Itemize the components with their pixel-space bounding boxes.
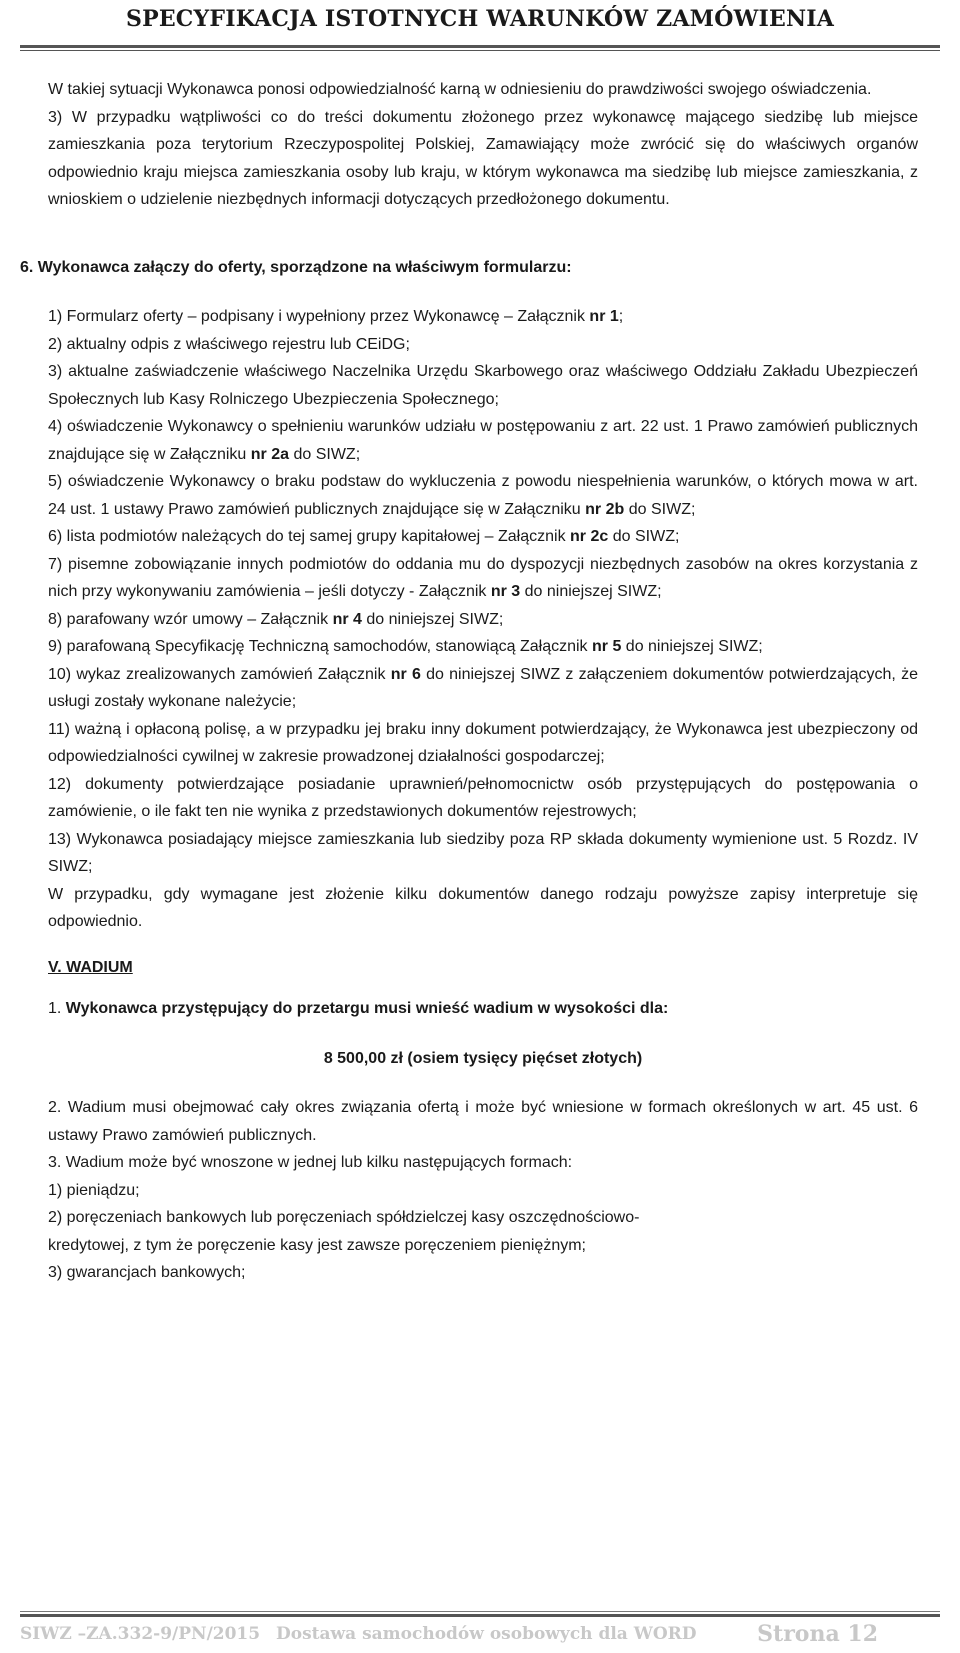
section-6-item-text: 6) lista podmiotów należących do tej samej grupy kapitałowej – Załącznik [48,528,571,545]
section-6-item-suffix: do niniejszej SIWZ; [520,583,662,600]
wadium-point-2: 2. Wadium musi obejmować cały okres związania ofertą i może być wniesione w formach określonych w art. 45 ust. 6 ustawy Prawo zamówień publicznych. [48,1099,918,1144]
section-6-item-text: 1) Formularz oferty – podpisany i wypełniony przez Wykonawcę – Załącznik [48,308,590,325]
section-6-item [48,716,918,771]
section-6-item-attachment-ref: nr 3 [490,583,521,600]
section-6-item-attachment-ref: nr 4 [332,610,362,628]
intro-paragraph-1: W takiej sytuacji Wykonawca ponosi odpowiedzialność karną w odniesieniu do prawdziwości swojego oświadczenia. [48,81,872,98]
section-6-item-text: 10) wykaz zrealizowanych zamówień Załącznik [48,665,391,683]
section-6-item-attachment-ref: nr 2c [570,528,609,545]
section-6-item [48,358,918,413]
footer-rule [20,1614,940,1617]
wadium-point-3: 3. Wadium może być wnoszone w jednej lub kilku następujących formach: [48,1154,573,1171]
section-6-item-suffix: do SIWZ; [608,528,680,545]
page-footer [20,1618,940,1650]
section-6-item-text: 5) oświadczenie Wykonawcy o braku podstaw do wykluczenia z powodu niespełnienia warunków, o których mowa w art. 24 ust. 1 ustawy Prawo zamówień publicznych znajdujące się w Załączniku [48,473,918,518]
section-6-item-attachment-ref: nr 5 [592,638,622,655]
wadium-amount: 8 500,00 zł (osiem tysięcy pięćset złotych) [323,1049,643,1067]
wadium-form-1: 1) pieniądzu; [48,1181,140,1199]
wadium-form-2-continuation: kredytowej, z tym że poręczenie kasy jest zawsze poręczeniem pieniężnym; [48,1236,586,1254]
section-6-item-attachment-ref: nr 1 [589,308,619,325]
section-6-item-suffix: do niniejszej SIWZ z załączeniem dokumentów potwierdzających, że usługi zostały wykonane należycie; [48,665,919,710]
wadium-point-1-number: 1. [48,1000,66,1017]
header-rule [20,45,940,48]
section-6-item-suffix: do niniejszej SIWZ; [621,638,763,655]
section-6-item [48,331,918,359]
section-6-item [48,551,918,606]
section-6-item [48,826,918,881]
section-v-heading: V. WADIUM [48,958,133,976]
section-6-item [48,606,918,634]
wadium-point-1 [48,995,918,1023]
section-6-item [48,523,918,551]
section-6-item-text: 2) aktualny odpis z właściwego rejestru lub CEiDG; [48,335,410,353]
footer-reference: SIWZ –ZA.332-9/PN/2015 [20,1624,261,1644]
section-6-item-suffix: do SIWZ; [289,445,361,463]
section-6-item-text: 9) parafowaną Specyfikację Techniczną samochodów, stanowiącą Załącznik [48,638,592,655]
document-body [20,76,919,1287]
page-header-title: SPECYFIKACJA ISTOTNYCH WARUNKÓW ZAMÓWIENIA [125,6,835,32]
section-6-heading: 6. Wykonawca załączy do oferty, sporządzone na właściwym formularzu: [20,258,572,276]
wadium-form-3: 3) gwarancjach bankowych; [48,1264,246,1281]
section-6-item [48,413,918,468]
section-6-item-attachment-ref: nr 6 [390,665,421,683]
header-rule-thin [20,50,940,51]
section-6-item [48,468,918,523]
section-6-item-attachment-ref: nr 2a [250,445,290,463]
section-6-item [48,661,918,716]
section-6-item [48,771,918,826]
section-6-item-text: 7) pisemne zobowiązanie innych podmiotów do oddania mu do dyspozycji niezbędnych zasobów na okres korzystania z nich przy wykonywaniu zamówienia – jeśli dotyczy - Załącznik [48,555,918,600]
wadium-form-2: 2) poręczeniach bankowych lub poręczeniach spółdzielczej kasy oszczędnościowo- [48,1209,640,1226]
section-6-item-text: 4) oświadczenie Wykonawcy o spełnieniu warunków udziału w postępowaniu z art. 22 ust. 1 Prawo zamówień publicznych znajdujące się w Załączniku [48,418,918,463]
section-6-closing: W przypadku, gdy wymagane jest złożenie kilku dokumentów danego rodzaju powyższe zapisy interpretuje się odpowiednio. [48,885,918,930]
section-6-item-text: 3) aktualne zaświadczenie właściwego Naczelnika Urzędu Skarbowego oraz właściwego Oddziału Zakładu Ubezpieczeń Społecznych lub Kasy Rolniczego Ubezpieczenia Społecznego; [48,363,918,408]
section-6-item [48,303,918,331]
intro-paragraph-2: 3) W przypadku wątpliwości co do treści dokumentu złożonego przez wykonawcę mającego siedzibę lub miejsce zamieszkania poza terytorium Rzeczypospolitej Polskiej, Zamawiający może zwrócić się do właściwych organów odpowiednio kraju miejsca zamieszkania osoby lub kraju, w którym wykonawca ma siedzibę lub miejsce zamieszkania, z wnioskiem o udzielenie niezbędnych informacji dotyczących przedłożonego dokumentu. [48,108,918,208]
section-6-item-text: 13) Wykonawca posiadający miejsce zamieszkania lub siedziby poza RP składa dokumenty wymienione ust. 5 Rozdz. IV SIWZ; [48,830,918,875]
section-6-item-suffix: ; [618,308,624,325]
section-6-item-text: 8) parafowany wzór umowy – Załącznik [48,610,333,628]
section-6-list [48,303,918,881]
section-6-item-suffix: do niniejszej SIWZ; [361,610,504,628]
section-6-item-text: 12) dokumenty potwierdzające posiadanie uprawnień/pełnomocnictw osób przystępujących do postępowania o zamówienie, o ile fakt ten nie wynika z przedstawionych dokumentów rejestrowych; [48,775,918,820]
section-6-item-text: 11) ważną i opłaconą polisę, a w przypadku jej braku inny dokument potwierdzający, że Wykonawca jest ubezpieczony od odpowiedzialności cywilnej w zakresie prowadzonej działalności gospodarczej; [48,720,918,765]
section-6-item-suffix: do SIWZ; [624,500,696,518]
page-number: Strona 12 [757,1621,878,1647]
footer-rule-thin [20,1611,940,1612]
section-6-item-attachment-ref: nr 2b [585,500,625,518]
footer-subject: Dostawa samochodów osobowych dla WORD [276,1624,697,1644]
wadium-point-1-text: Wykonawca przystępujący do przetargu musi wnieść wadium w wysokości dla: [65,1000,669,1017]
section-6-item [48,633,918,661]
